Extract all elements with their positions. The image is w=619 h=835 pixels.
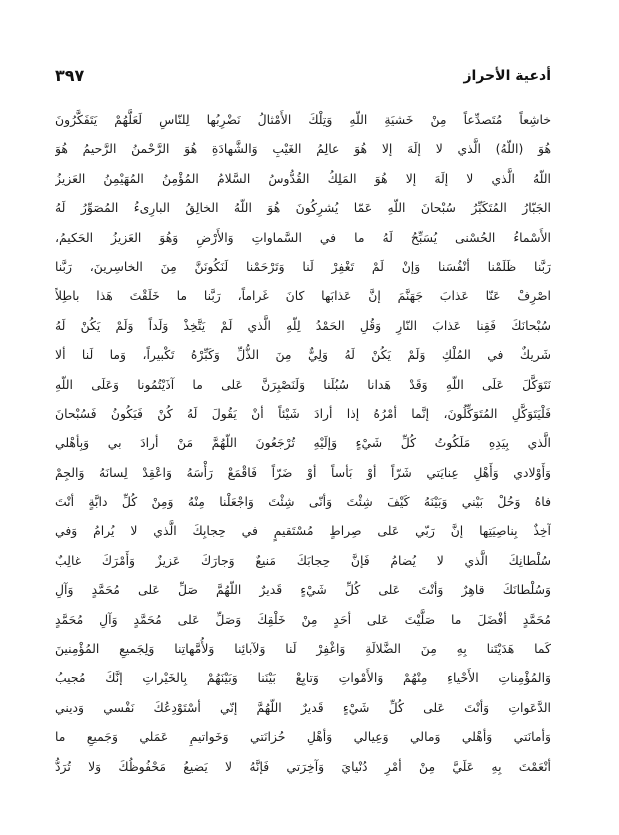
text-line: سُبْحانَكَ فَقِنا عَذابَ النّارِ وَقُلِ الحَمْدُ لِلّهِ الَّذي لَمْ يَتَّخِذْ وَلَداً وَلَمْ يَكُنْ لَهُ [55, 317, 551, 333]
text-line: الجَبّارُ المُتَكَبِّرُ سُبْحانَ اللّهِ عَمّا يُشرِكُونَ هُوَ اللّهُ الخالِقُ البارِىءُ المُصَوِّرُ لَهُ [55, 200, 551, 216]
text-line: الدَّعَواتِ وَأنْتَ عَلى كُلِّ شَيْءٍ قَديرٌ اللّهُمَّ إنّي أسْتَوْدِعُكَ نَفْسي وَديني [55, 699, 551, 715]
running-title: أدعية الأحراز [463, 68, 551, 84]
text-line: فاهُ وَحُلْ بَيْني وَبَيْنَهُ كَيْفَ شِئْتَ وَأنّى شِئْتَ وَاجْعَلْنا مِنْهُ وَمِنْ كُلِّ دابَّةٍ أنْتَ [55, 494, 551, 510]
text-line: مُحَمَّدٍ أفْضَلَ ما صَلَّيْتَ عَلى أحَدٍ مِنْ خَلْقِكَ وَصَلِّ عَلى مُحَمَّدٍ وَآلِ مُحَمَّدٍ [55, 611, 551, 627]
text-line: سُلْطانِكَ الَّذي لا يُضامُ فَإنَّ حِجابَكَ مَنيعٌ وَجارَكَ عَزيزٌ وَأَمْرَكَ غالِبٌ [55, 552, 551, 568]
page-number: ٣٩٧ [55, 66, 85, 85]
text-line: هُوَ (اللّهُ) الَّذي لا إلَهَ إلا هُوَ عالِمُ الغَيْبِ وَالشَّهادَةِ هُوَ الرَّحْمنُ الرَّحيمُ هُوَ [55, 141, 551, 157]
text-line: شَريكٌ في المُلْكِ وَلَمْ يَكُنْ لَهُ وَلِيٌّ مِنَ الذُّلِّ وَكَبِّرْهُ تَكْبيراً، وَما لَنا ألا [55, 347, 551, 363]
page-header [55, 62, 551, 92]
text-line: اللّهُ الَّذي لا إلَهَ إلا هُوَ المَلِكُ القُدُّوسُ السَّلامُ المُؤْمِنُ المُهَيْمِنُ العَزيزُ [55, 170, 551, 186]
text-line: وَسُلْطانَكَ قاهِرٌ وَأنْتَ عَلى كُلِّ شَيْءٍ قَديرٌ اللّهُمَّ صَلِّ عَلى مُحَمَّدٍ وَآلِ [55, 582, 551, 598]
text-line: وَالمُؤْمِناتِ الأَحْياءِ مِنْهُمْ وَالأَمْواتِ وَتابِعْ بَيْنَنا وَبَيْنَهُمْ بِالخَيْراتِ إنَّكَ مُجيبُ [55, 670, 551, 686]
text-line: فَلْيَتَوَكَّلِ المُتَوَكِّلُونَ، إنَّما أمْرُهُ إذا أرادَ شَيْئاً أنْ يَقُولَ لَهُ كُنْ فَيَكُونُ فَسُبْحانَ [55, 405, 551, 421]
text-line: رَبَّنا ظَلَمْنا أنْفُسَنا وَإنْ لَمْ تَغْفِرْ لَنا وَتَرْحَمْنا لَنَكُونَنَّ مِنَ الخاسِرينَ، رَبَّنا [55, 258, 551, 274]
text-line: الَّذي بِيَدِهِ مَلَكُوتُ كُلِّ شَيْءٍ وَإلَيْهِ تُرْجَعُونَ اللّهُمَّ مَنْ أرادَ بي وَبِأهْلي [55, 435, 551, 451]
text-line: وَأمانَتي وَأهْلي وَمالي وَعِيالي وَأهْلِ حُزانَتي وَخَواتيمِ عَمَلي وَجَميعِ ما [55, 729, 551, 745]
text-line: أنْعَمْتَ بِهِ عَلَيَّ مِنْ أمْرِ دُنْيايَ وَآخِرَتي فَإنَّهُ لا يَضيعُ مَحْفُوظُكَ وَلا تُرَدُّ [55, 758, 551, 774]
text-line: الأَسْماءُ الحُسْنى يُسَبِّحُ لَهُ ما في السَّماواتِ وَالأَرْضِ وَهُوَ العَزيزُ الحَكيمُ، [55, 229, 551, 245]
text-line: خاشِعاً مُتَصدِّعاً مِنْ خَشيَةِ اللّهِ وَتِلْكَ الأَمْثالُ نَضْرِبُها لِلنّاسِ لَعَلَّهُمْ يَتَفَكَّرُونَ [55, 112, 551, 127]
text-line: آخِذٌ بِناصِيَتِها إنَّ رَبّي عَلى صِراطٍ مُسْتَقيمٍ في حِجابِكَ الَّذي لا يُرامُ وَفي [55, 523, 551, 539]
text-line: وَأَوْلادي وَأَهْلِ عِنايَتي شَرّاً أوْ بَأساً أوْ ضَرّاً فَاقْمَعْ رَأْسَهُ وَاعْقِدْ لِسانَهُ وَالجِمْ [55, 464, 551, 480]
text-line: كَما هَدَيْتَنا بِهِ مِنَ الضَّلالَةِ وَاغْفِرْ لَنا وَلآبائِنا وَلأُمَّهاتِنا وَلِجَميعِ المُؤْمِنينَ [55, 641, 551, 657]
text-line: اصْرِفْ عَنّا عَذابَ جَهَنَّمَ إنَّ عَذابَها كانَ غَراماً، رَبَّنا ما خَلَقْتَ هَذا باطِلاً [55, 288, 551, 304]
body-text [55, 105, 551, 781]
text-line: نَتَوَكَّلَ عَلَى اللّهِ وَقَدْ هَدانا سُبُلَنا وَلَنَصْبِرَنَّ عَلى ما آذَيْتُمُونا وَعَلَى اللّهِ [55, 376, 551, 392]
